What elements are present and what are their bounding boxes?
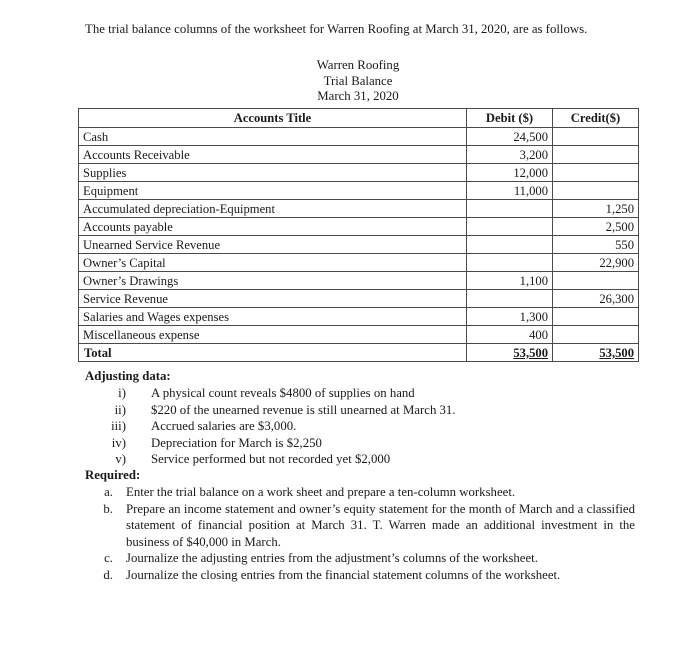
column-header-credit: Credit($) bbox=[553, 109, 639, 128]
cell-credit bbox=[553, 128, 639, 146]
cell-debit: 11,000 bbox=[467, 182, 553, 200]
cell-debit bbox=[467, 200, 553, 218]
required-item-text: Enter the trial balance on a work sheet and prepare a ten-column worksheet. bbox=[126, 485, 516, 499]
cell-credit bbox=[553, 308, 639, 326]
cell-credit bbox=[553, 146, 639, 164]
cell-account-name: Salaries and Wages expenses bbox=[79, 308, 467, 326]
cell-account-name: Supplies bbox=[79, 164, 467, 182]
table-row bbox=[79, 272, 639, 290]
table-row bbox=[79, 326, 639, 344]
column-header-accounts-title: Accounts Title bbox=[79, 109, 467, 128]
adjusting-item-text: A physical count reveals $4800 of supplies on hand bbox=[151, 386, 415, 400]
cell-credit: 550 bbox=[553, 236, 639, 254]
cell-account-name: Service Revenue bbox=[79, 290, 467, 308]
adjusting-item-marker: v) bbox=[115, 452, 126, 466]
required-list bbox=[85, 484, 635, 583]
cell-credit: 22,900 bbox=[553, 254, 639, 272]
cell-debit bbox=[467, 236, 553, 254]
cell-debit bbox=[467, 290, 553, 308]
table-row bbox=[79, 200, 639, 218]
required-title: Required: bbox=[85, 468, 141, 482]
required-item-marker: b. bbox=[103, 501, 113, 516]
adjusting-data-list bbox=[85, 385, 625, 468]
required-list-item bbox=[85, 567, 635, 584]
required-item-text: Journalize the adjusting entries from the adjustment’s columns of the worksheet. bbox=[126, 551, 538, 565]
adjusting-item-text: Service performed but not recorded yet $2,000 bbox=[151, 452, 391, 466]
table-row bbox=[79, 218, 639, 236]
cell-debit: 1,100 bbox=[467, 272, 553, 290]
cell-debit: 24,500 bbox=[467, 128, 553, 146]
required-item-text: Journalize the closing entries from the financial statement columns of the worksheet. bbox=[126, 567, 561, 582]
adjusting-list-item bbox=[85, 451, 625, 468]
cell-account-name: Owner’s Drawings bbox=[79, 272, 467, 290]
cell-account-name: Accumulated depreciation-Equipment bbox=[79, 200, 467, 218]
statement-heading bbox=[78, 58, 638, 105]
adjusting-item-marker: iv) bbox=[111, 435, 126, 450]
cell-credit bbox=[553, 164, 639, 182]
cell-account-name: Accounts payable bbox=[79, 218, 467, 236]
cell-total-credit bbox=[553, 344, 639, 362]
adjusting-list-item bbox=[85, 402, 625, 419]
table-row bbox=[79, 254, 639, 272]
cell-debit: 400 bbox=[467, 326, 553, 344]
cell-account-name: Miscellaneous expense bbox=[79, 326, 467, 344]
adjusting-data-title: Adjusting data: bbox=[85, 369, 171, 383]
cell-total-debit bbox=[467, 344, 553, 362]
company-name: Warren Roofing bbox=[316, 58, 400, 72]
cell-credit: 2,500 bbox=[553, 218, 639, 236]
table-row bbox=[79, 290, 639, 308]
required-list-item bbox=[85, 550, 635, 567]
cell-account-name: Cash bbox=[79, 128, 467, 146]
adjusting-item-marker: iii) bbox=[111, 419, 126, 433]
adjusting-list-item bbox=[85, 385, 625, 402]
table-body bbox=[79, 128, 639, 362]
cell-total-label: Total bbox=[79, 344, 467, 362]
table-header bbox=[79, 109, 639, 128]
cell-account-name: Owner’s Capital bbox=[79, 254, 467, 272]
cell-debit: 1,300 bbox=[467, 308, 553, 326]
table-row bbox=[79, 308, 639, 326]
required-list-item bbox=[85, 484, 635, 501]
adjusting-item-marker: i) bbox=[118, 386, 126, 400]
required-item-text: Prepare an income statement and owner’s equity statement for the month of March and a classified statement of financial position at March 31. T. Warren made an additional investment in the business of $40,000 in March. bbox=[126, 501, 635, 549]
cell-debit bbox=[467, 218, 553, 236]
required-item-marker: d. bbox=[103, 567, 113, 582]
cell-account-name: Equipment bbox=[79, 182, 467, 200]
cell-credit: 1,250 bbox=[553, 200, 639, 218]
table-row bbox=[79, 128, 639, 146]
cell-account-name: Accounts Receivable bbox=[79, 146, 467, 164]
table-row bbox=[79, 146, 639, 164]
cell-credit bbox=[553, 182, 639, 200]
adjusting-item-text: Accrued salaries are $3,000. bbox=[151, 419, 297, 433]
statement-name: Trial Balance bbox=[323, 73, 393, 88]
required-list-item bbox=[85, 501, 635, 551]
trial-balance-table bbox=[78, 108, 639, 362]
table-row bbox=[79, 182, 639, 200]
table-total-row bbox=[79, 344, 639, 362]
statement-date: March 31, 2020 bbox=[317, 89, 399, 103]
adjusting-list-item bbox=[85, 418, 625, 435]
cell-credit: 26,300 bbox=[553, 290, 639, 308]
column-header-debit: Debit ($) bbox=[467, 109, 553, 128]
table-header-row bbox=[79, 109, 639, 128]
cell-account-name: Unearned Service Revenue bbox=[79, 236, 467, 254]
cell-credit bbox=[553, 272, 639, 290]
cell-credit bbox=[553, 326, 639, 344]
table-row bbox=[79, 236, 639, 254]
required-item-marker: a. bbox=[104, 485, 113, 499]
adjusting-list-item bbox=[85, 435, 625, 452]
adjusting-item-marker: ii) bbox=[114, 402, 126, 417]
total-credit-value: 53,500 bbox=[599, 345, 634, 360]
total-debit-value: 53,500 bbox=[513, 345, 548, 360]
intro-paragraph: The trial balance columns of the worksheet for Warren Roofing at March 31, 2020, are as follows. bbox=[85, 21, 588, 36]
required-item-marker: c. bbox=[104, 551, 113, 565]
cell-debit: 12,000 bbox=[467, 164, 553, 182]
adjusting-item-text: Depreciation for March is $2,250 bbox=[151, 435, 322, 450]
adjusting-item-text: $220 of the unearned revenue is still unearned at March 31. bbox=[151, 402, 456, 417]
trial-balance-table-wrapper bbox=[78, 108, 638, 362]
cell-debit: 3,200 bbox=[467, 146, 553, 164]
cell-debit bbox=[467, 254, 553, 272]
table-row bbox=[79, 164, 639, 182]
